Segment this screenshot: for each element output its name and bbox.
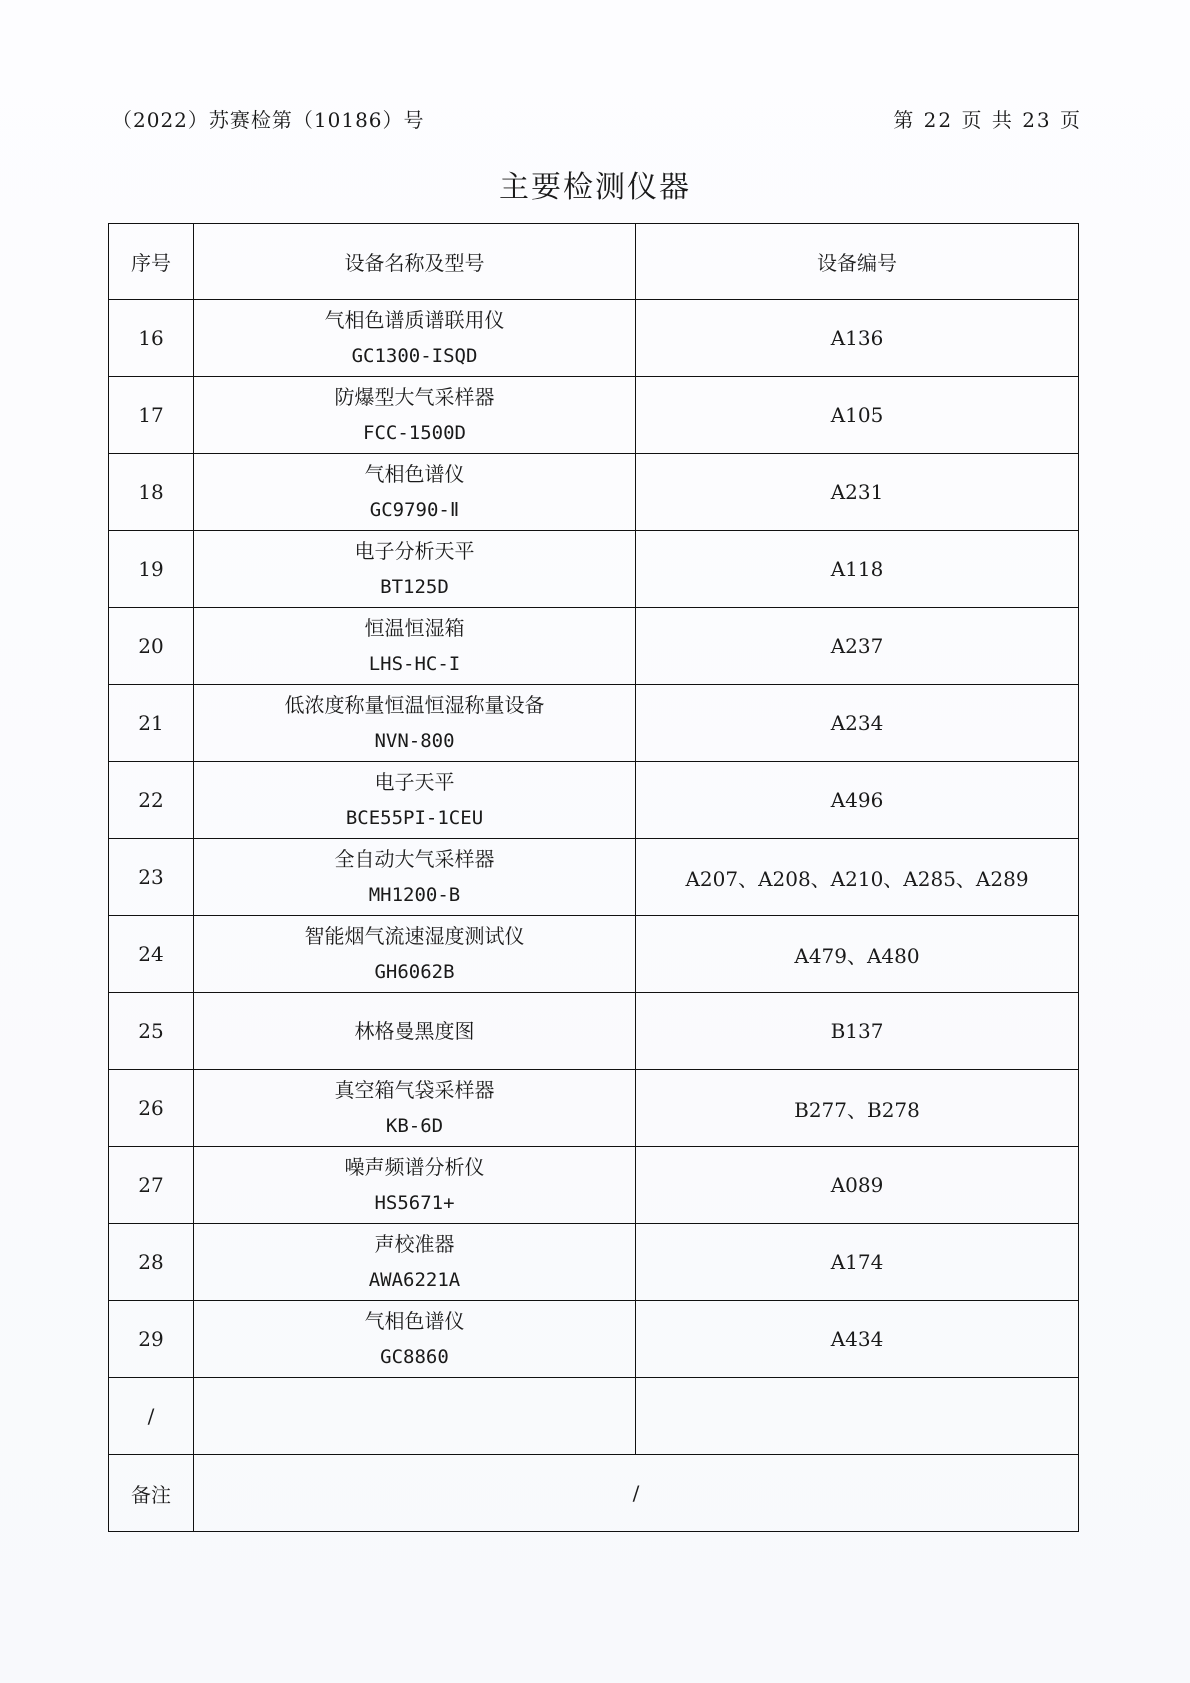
- row-number: 23: [109, 839, 194, 916]
- equipment-code: B277、B278: [636, 1070, 1079, 1147]
- equipment-name: 恒温恒湿箱: [364, 616, 465, 640]
- remark-row: [109, 1455, 1079, 1532]
- equipment-model: GC1300-ISQD: [351, 345, 478, 367]
- equipment-name-cell: [194, 685, 636, 762]
- equipment-model: BCE55PI-1CEU: [345, 807, 484, 829]
- equipment-code: A237: [636, 608, 1079, 685]
- row-number: 27: [109, 1147, 194, 1224]
- page-info: 第 22 页 共 23 页: [893, 108, 1082, 132]
- equipment-code: A174: [636, 1224, 1079, 1301]
- table-row: [109, 839, 1079, 916]
- equipment-code: A231: [636, 454, 1079, 531]
- equipment-model: MH1200-B: [368, 884, 461, 906]
- equipment-name-cell: [194, 916, 636, 993]
- instruments-table: [108, 223, 1079, 1532]
- equipment-name-cell: [194, 531, 636, 608]
- equipment-name-cell: [194, 1224, 636, 1301]
- equipment-name-cell: [194, 300, 636, 377]
- row-number: 24: [109, 916, 194, 993]
- equipment-name: 防爆型大气采样器: [334, 385, 495, 409]
- column-header-no: 序号: [109, 224, 194, 300]
- table-row: [109, 377, 1079, 454]
- equipment-model: HS5671+: [374, 1192, 455, 1214]
- equipment-name: 电子天平: [374, 770, 455, 794]
- table-row: [109, 531, 1079, 608]
- equipment-code: A496: [636, 762, 1079, 839]
- equipment-name: 声校准器: [374, 1232, 455, 1256]
- equipment-model: KB-6D: [385, 1115, 444, 1137]
- equipment-name-cell: [194, 377, 636, 454]
- equipment-code: A118: [636, 531, 1079, 608]
- table-row: [109, 608, 1079, 685]
- row-number: 25: [109, 993, 194, 1070]
- equipment-name-cell: [194, 1070, 636, 1147]
- column-header-name: 设备名称及型号: [194, 224, 636, 300]
- equipment-name-cell: [194, 608, 636, 685]
- equipment-model: GH6062B: [374, 961, 455, 983]
- table-row: [109, 916, 1079, 993]
- row-number: 22: [109, 762, 194, 839]
- row-number: 19: [109, 531, 194, 608]
- equipment-code: B137: [636, 993, 1079, 1070]
- table-row: [109, 454, 1079, 531]
- row-number: 26: [109, 1070, 194, 1147]
- table-row: [109, 993, 1079, 1070]
- equipment-name: 气相色谱仪: [364, 1309, 465, 1333]
- row-number: 16: [109, 300, 194, 377]
- row-number: 18: [109, 454, 194, 531]
- equipment-name: 真空箱气袋采样器: [334, 1078, 495, 1102]
- row-number: /: [109, 1378, 194, 1455]
- equipment-name-cell: [194, 993, 636, 1070]
- report-number: （2022）苏赛检第（10186）号: [112, 108, 425, 132]
- equipment-model: GC9790-Ⅱ: [369, 499, 460, 521]
- equipment-name: 噪声频谱分析仪: [344, 1155, 485, 1179]
- table-row: [109, 762, 1079, 839]
- table-row: [109, 300, 1079, 377]
- equipment-name-cell: [194, 454, 636, 531]
- column-header-code: 设备编号: [636, 224, 1079, 300]
- table-row: [109, 1301, 1079, 1378]
- equipment-name: 智能烟气流速湿度测试仪: [304, 924, 525, 948]
- row-number: 17: [109, 377, 194, 454]
- equipment-model: NVN-800: [374, 730, 455, 752]
- equipment-name: 低浓度称量恒温恒湿称量设备: [284, 693, 545, 717]
- equipment-code: A234: [636, 685, 1079, 762]
- equipment-model: FCC-1500D: [363, 422, 466, 444]
- table-row: [109, 1224, 1079, 1301]
- equipment-name-cell: [194, 762, 636, 839]
- equipment-name: 林格曼黑度图: [354, 1019, 475, 1043]
- equipment-name: 气相色谱仪: [364, 462, 465, 486]
- equipment-name: 全自动大气采样器: [334, 847, 495, 871]
- table-row: [109, 685, 1079, 762]
- equipment-model: GC8860: [380, 1346, 449, 1368]
- remark-label: 备注: [109, 1455, 194, 1532]
- equipment-model: AWA6221A: [368, 1269, 461, 1291]
- equipment-code: A434: [636, 1301, 1079, 1378]
- table-header-row: [109, 224, 1079, 300]
- equipment-name: 电子分析天平: [354, 539, 475, 563]
- table-row: [109, 1070, 1079, 1147]
- equipment-model: LHS-HC-I: [368, 653, 461, 675]
- equipment-code: [636, 1378, 1079, 1455]
- row-number: 29: [109, 1301, 194, 1378]
- equipment-name-cell: [194, 1147, 636, 1224]
- row-number: 20: [109, 608, 194, 685]
- table-row: [109, 1378, 1079, 1455]
- equipment-code: A105: [636, 377, 1079, 454]
- row-number: 21: [109, 685, 194, 762]
- equipment-name-cell: [194, 1301, 636, 1378]
- equipment-model: BT125D: [380, 576, 449, 598]
- equipment-code: A479、A480: [636, 916, 1079, 993]
- row-number: 28: [109, 1224, 194, 1301]
- equipment-code: A089: [636, 1147, 1079, 1224]
- page-title: 主要检测仪器: [499, 170, 691, 205]
- equipment-name-cell: [194, 839, 636, 916]
- equipment-name: 气相色谱质谱联用仪: [324, 308, 505, 332]
- table-body: [109, 300, 1079, 1455]
- equipment-code: A136: [636, 300, 1079, 377]
- table-row: [109, 1147, 1079, 1224]
- equipment-name-cell: [194, 1378, 636, 1455]
- remark-value: /: [194, 1455, 1079, 1532]
- equipment-code: A207、A208、A210、A285、A289: [636, 839, 1079, 916]
